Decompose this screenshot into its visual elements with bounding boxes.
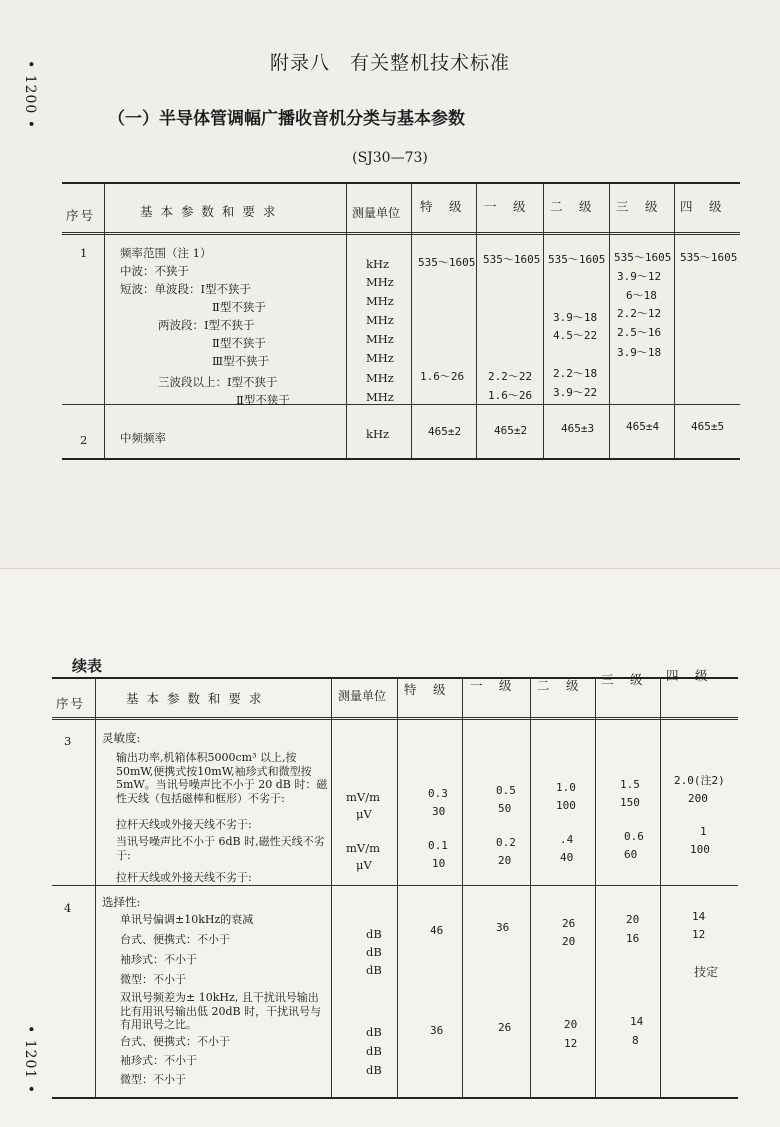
row4-grade2: 20 — [564, 1018, 578, 1031]
row1-grade3: 3.9～18 — [617, 346, 662, 359]
row3-grade1: 50 — [498, 802, 512, 815]
row1-grade2: 4.5～22 — [553, 329, 598, 342]
header-grade4-2: 四 级 — [666, 668, 710, 683]
row3-no: 3 — [64, 734, 72, 748]
row1-unit: MHz — [366, 371, 394, 385]
row1-special: 1.6～26 — [420, 370, 465, 383]
row2-grade4: 465±5 — [691, 420, 725, 433]
row4-line: 微型：不小于 — [120, 973, 186, 986]
row1-grade2: 535～1605 — [548, 253, 606, 266]
row4-grade4: 14 — [692, 910, 706, 923]
row1-param: Ⅱ型不狭于 — [212, 336, 266, 350]
row1-grade1: 2.2～22 — [488, 370, 533, 383]
row3-desc: 拉杆天线或外接天线不劣于: — [116, 871, 252, 884]
row1-grade2: 3.9～18 — [553, 311, 598, 324]
row4-line: 微型：不小于 — [120, 1073, 186, 1086]
row2-unit: kHz — [366, 427, 390, 441]
row1-unit: MHz — [366, 294, 394, 308]
header-grade1: 一 级 — [484, 199, 528, 214]
row2-no: 2 — [80, 433, 88, 447]
row4-unit: dB — [366, 963, 382, 977]
row3-grade1: 0.5 — [496, 784, 516, 797]
row3-special: 10 — [432, 857, 446, 870]
header-grade2-2: 二 级 — [537, 678, 581, 693]
row4-line: 单讯号偏调±10kHz的衰减 — [120, 913, 254, 926]
row3-grade4: 1 — [700, 825, 707, 838]
row3-grade1: 0.2 — [496, 836, 516, 849]
row4-grade2: 12 — [564, 1037, 578, 1050]
row1-param: Ⅱ型不狭于 — [236, 393, 290, 407]
header-params: 基 本 参 数 和 要 求 — [140, 204, 278, 219]
row1-unit: MHz — [366, 332, 394, 346]
parameter-table-2 — [0, 569, 780, 1127]
header-params-2: 基 本 参 数 和 要 求 — [126, 691, 264, 706]
row4-line: 台式、便携式：不小于 — [120, 933, 230, 946]
row1-grade2: 2.2～18 — [553, 367, 598, 380]
standard-code: (SJ30—73) — [352, 150, 428, 166]
row3-special: 0.1 — [428, 839, 448, 852]
row4-no: 4 — [64, 901, 72, 915]
row4-special: 46 — [430, 924, 444, 937]
row4-grade3: 16 — [626, 932, 640, 945]
row2-special: 465±2 — [428, 425, 462, 438]
row4-unit: dB — [366, 1025, 382, 1039]
row1-grade4: 535～1605 — [680, 251, 738, 264]
row1-grade1: 535～1605 — [483, 253, 541, 266]
row1-param: 频率范围（注 1） — [120, 246, 212, 260]
row1-unit: MHz — [366, 351, 394, 365]
row2-grade2: 465±3 — [561, 422, 595, 435]
row4-unit: dB — [366, 927, 382, 941]
row1-grade3: 535～1605 — [614, 251, 672, 264]
row4-grade4: 技定 — [694, 965, 719, 979]
row3-unit: mV/m — [346, 841, 380, 855]
row1-grade3: 3.9～12 — [617, 270, 662, 283]
row4-special: 36 — [430, 1024, 444, 1037]
row1-special: 535～1605 — [418, 256, 476, 269]
row3-desc: 当讯号噪声比不小于 6dB 时,磁性天线不劣于: — [116, 835, 325, 862]
row4-grade3: 20 — [626, 913, 640, 926]
page-number-bottom: • 1201 • — [22, 1025, 38, 1095]
row4-grade1: 26 — [498, 1021, 512, 1034]
header-grade1-2: 一 级 — [470, 678, 514, 693]
row3-unit: mV/m — [346, 790, 380, 804]
row4-grade1: 36 — [496, 921, 510, 934]
row3-unit: μV — [356, 807, 372, 821]
row1-unit: kHz — [366, 257, 390, 271]
row3-grade4: 2.0(注2) — [674, 774, 725, 787]
row3-grade4: 200 — [688, 792, 708, 805]
row1-unit: MHz — [366, 313, 394, 327]
row3-grade2: 1.0 — [556, 781, 576, 794]
row2-param: 中频频率 — [120, 431, 166, 445]
row4-grade3: 8 — [632, 1034, 639, 1047]
row4-unit: dB — [366, 1063, 382, 1077]
row3-unit: μV — [356, 858, 372, 872]
row3-desc: 拉杆天线或外接天线不劣于: — [116, 818, 252, 831]
row3-grade2: .4 — [560, 833, 574, 846]
row1-grade1: 1.6～26 — [488, 389, 533, 402]
page-number-top: • 1200 • — [22, 60, 38, 130]
row3-grade3: 1.5 — [620, 778, 640, 791]
header-no: 序号 — [66, 208, 96, 223]
row4-grade3: 14 — [630, 1015, 644, 1028]
row3-grade1: 20 — [498, 854, 512, 867]
header-unit-2: 测量单位 — [338, 689, 387, 703]
header-no-2: 序号 — [56, 696, 86, 711]
row1-grade2: 3.9～22 — [553, 386, 598, 399]
row1-unit: MHz — [366, 275, 394, 289]
header-grade3: 三 级 — [616, 199, 660, 214]
row4-grade4: 12 — [692, 928, 706, 941]
row4-grade2: 26 — [562, 917, 576, 930]
row4-grade2: 20 — [562, 935, 576, 948]
row3-special: 0.3 — [428, 787, 448, 800]
continued-label: 续表 — [72, 657, 103, 675]
row3-special: 30 — [432, 805, 446, 818]
row1-grade3: 6～18 — [626, 289, 657, 302]
bottom-page — [0, 568, 780, 1127]
header-unit: 测量单位 — [352, 206, 401, 220]
row1-param: 短波：单波段：Ⅰ型不狭于 — [120, 282, 252, 296]
row3-grade2: 40 — [560, 851, 574, 864]
row3-title: 灵敏度: — [102, 731, 141, 745]
row4-line: 双讯号频差为± 10kHz, 且干扰讯号输出比有用讯号输出低 20dB 时，干扰讯号与有用讯号之比。 — [120, 991, 322, 1031]
row2-grade3: 465±4 — [626, 420, 660, 433]
row1-param: 两波段：Ⅰ型不狭于 — [158, 318, 255, 332]
header-special: 特 级 — [420, 199, 464, 214]
header-special-2: 特 级 — [404, 682, 448, 697]
header-grade4: 四 级 — [680, 199, 724, 214]
row4-line: 袖珍式：不小于 — [120, 953, 197, 966]
row1-param: Ⅲ型不狭于 — [212, 354, 270, 368]
appendix-title: 附录八 有关整机技术标准 — [269, 52, 510, 74]
row3-grade4: 100 — [690, 843, 710, 856]
section-title: （一）半导体管调幅广播收音机分类与基本参数 — [108, 109, 465, 129]
row3-grade2: 100 — [556, 799, 576, 812]
row1-param: 三波段以上：Ⅰ型不狭于 — [158, 375, 278, 389]
row3-grade3: 0.6 — [624, 830, 644, 843]
row4-line: 袖珍式：不小于 — [120, 1054, 197, 1067]
row4-line: 台式、便携式：不小于 — [120, 1035, 230, 1048]
row4-unit: dB — [366, 1044, 382, 1058]
row1-no: 1 — [80, 246, 88, 260]
row1-grade3: 2.2～12 — [617, 307, 662, 320]
row1-param: Ⅱ型不狭于 — [212, 300, 266, 314]
row2-grade1: 465±2 — [494, 424, 528, 437]
row3-desc: 输出功率,机箱体积5000cm³ 以上,按50mW,便携式按10mW,袖珍式和微型按 5mW。当讯号噪声比不小于 20 dB 时：磁性天线（包括磁棒和框形）不劣于: — [116, 751, 328, 805]
row4-unit: dB — [366, 945, 382, 959]
row3-grade3: 60 — [624, 848, 638, 861]
header-grade3-2: 三 级 — [601, 672, 645, 687]
row1-grade3: 2.5～16 — [617, 326, 662, 339]
row1-param: 中波：不狭于 — [120, 264, 189, 278]
row3-grade3: 150 — [620, 796, 640, 809]
row4-title: 选择性: — [102, 895, 141, 909]
row1-unit: MHz — [366, 390, 394, 404]
header-grade2: 二 级 — [550, 199, 594, 214]
